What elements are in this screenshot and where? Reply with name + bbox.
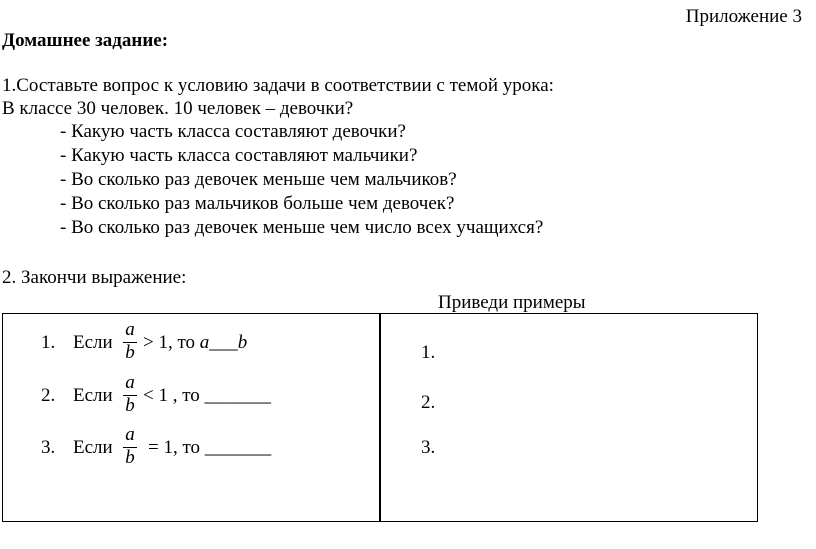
- example-2: 2.: [421, 392, 436, 413]
- item-2-number: 2.: [41, 385, 56, 406]
- item-1-expression: [143, 332, 247, 354]
- page-title: Домашнее задание:: [2, 30, 169, 51]
- appendix-label: Приложение 3: [685, 6, 802, 27]
- fraction-numerator: a: [125, 372, 135, 393]
- task1-question-5: - Во сколько раз девочек меньше чем число всех учащихся?: [60, 217, 544, 238]
- item-2-relation: < 1 , то: [143, 385, 200, 406]
- task1-question-1: - Какую часть класса составляют девочки?: [60, 121, 406, 142]
- task2-table: [2, 313, 758, 522]
- item-3-number: 3.: [41, 437, 56, 458]
- fraction-numerator: a: [125, 319, 135, 340]
- item-2-blank: _______: [204, 385, 272, 406]
- task1-question-4: - Во сколько раз мальчиков больше чем девочек?: [60, 193, 455, 214]
- fraction-denominator: b: [125, 395, 135, 416]
- item-1-number: 1.: [41, 332, 56, 353]
- task2-prompt: 2. Закончи выражение:: [2, 267, 187, 288]
- item-1-b: b: [237, 332, 248, 353]
- item-1-relation: > 1, то: [143, 332, 196, 353]
- item-3-if: Если: [73, 437, 113, 458]
- fraction-denominator: b: [125, 342, 135, 363]
- task1-question-2: - Какую часть класса составляют мальчики?: [60, 145, 418, 166]
- item-3-expression: [143, 437, 271, 459]
- fraction-denominator: b: [125, 447, 135, 468]
- task1-question-3: - Во сколько раз девочек меньше чем мальчиков?: [60, 169, 457, 190]
- example-1: 1.: [421, 342, 436, 363]
- item-1-blank: ___: [209, 332, 238, 353]
- item-2-expression: [143, 385, 271, 407]
- task1-prompt: 1.Составьте вопрос к условию задачи в соответствии с темой урока:: [2, 75, 554, 96]
- examples-header: Приведи примеры: [438, 292, 586, 313]
- item-1-if: Если: [73, 332, 113, 353]
- example-3: 3.: [421, 437, 436, 458]
- item-3-blank: _______: [204, 437, 272, 458]
- table-divider: [379, 314, 381, 521]
- item-1-a: a: [199, 332, 210, 353]
- item-3-relation: = 1, то: [148, 437, 201, 458]
- fraction-numerator: a: [125, 424, 135, 445]
- task1-condition: В классе 30 человек. 10 человек – девочки?: [2, 98, 354, 119]
- item-2-if: Если: [73, 385, 113, 406]
